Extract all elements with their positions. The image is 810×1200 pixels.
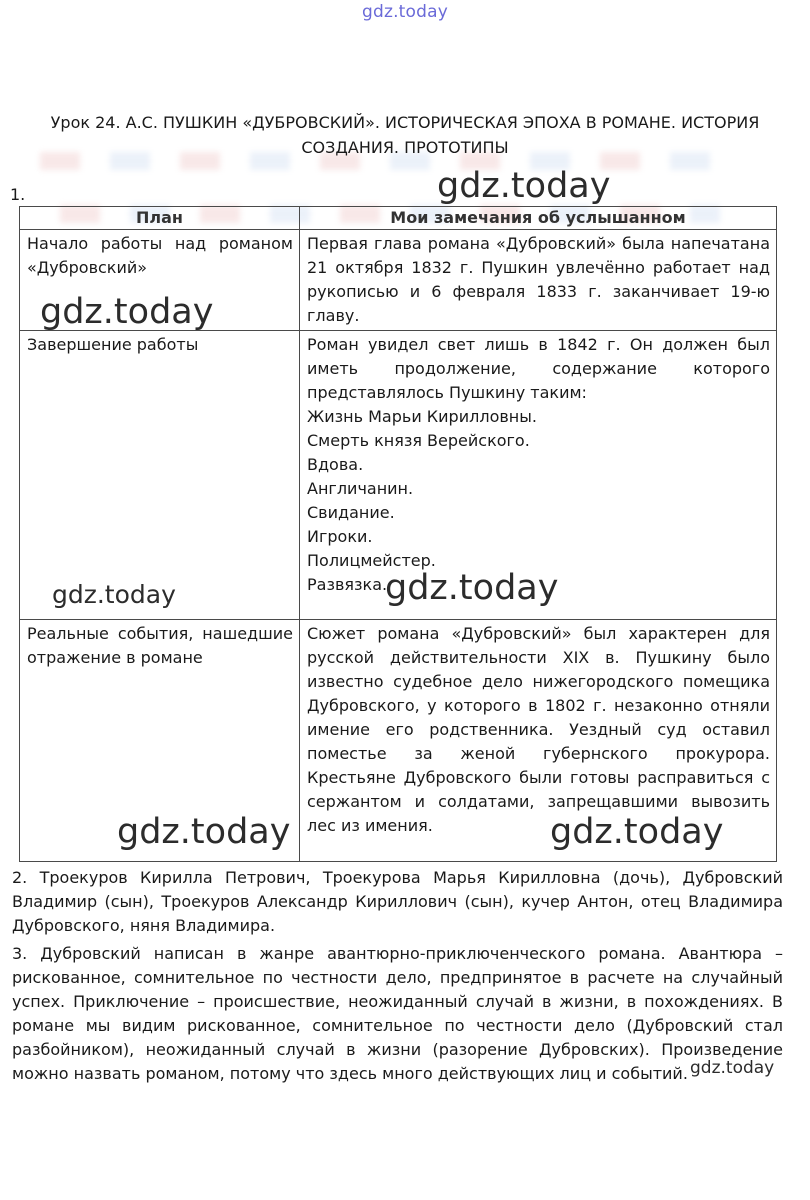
note-cell: Сюжет романа «Дубровский» был характерен для русской действительности XIX в. Пушкину было известно судебное дело нижегородского помещика Дубровского, у которого в 1802 г. незаконно отняли имение его родственника. Уездный суд оставил поместье за женой губернского прокурора. Крестьяне Дубровского были готовы расправиться с сержантом и солдатами, запрещавшими вывозить лес из имения. (300, 620, 777, 862)
watermark: gdz.today (52, 580, 176, 609)
table-row (20, 331, 777, 620)
plan-cell: Начало работы над романом «Дубровский» (20, 230, 300, 331)
plan-cell: Завершение работы (20, 331, 300, 620)
list-item: Англичанин. (307, 479, 414, 498)
watermark: gdz.today (117, 812, 291, 852)
table-row (20, 230, 777, 331)
answer-2: 2. Троекуров Кирилла Петрович, Троекурова Марья Кирилловна (дочь), Дубровский Владимир (сын), Троекуров Александр Кириллович (сын), кучер Антон, отец Владимира Дубровского, няня Владимира. (12, 868, 783, 935)
table-header-row (20, 207, 777, 230)
list-item: Смерть князя Верейского. (307, 431, 530, 450)
watermark: gdz.today (690, 1058, 775, 1078)
watermark-top: gdz.today (361, 2, 449, 22)
question-1-number: 1. (10, 185, 26, 204)
watermark: gdz.today (437, 166, 611, 206)
note-cell: Первая глава романа «Дубровский» была напечатана 21 октября 1832 г. Пушкин увлечённо работает над рукописью и 6 февраля 1833 г. заканчивает 19-ю главу. (300, 230, 777, 331)
list-item: Свидание. (307, 503, 395, 522)
answer-3: 3. Дубровский написан в жанре авантюрно-приключенческого романа. Авантюра – рискованное, сомнительное по честности дело, предпринятое в расчете на случайный успех. Приключение – происшествие, неожиданный случай в жизни, в похождениях. В романе мы видим рискованное, сомнительное по честности дело (Дубровский стал разбойником), неожиданный случай в жизни (разорение Дубровских). Произведение можно назвать романом, потому что здесь много действующих лиц и событий. (12, 944, 783, 1083)
watermark: gdz.today (385, 568, 559, 608)
page-title: Урок 24. А.С. ПУШКИН «ДУБРОВСКИЙ». ИСТОРИЧЕСКАЯ ЭПОХА В РОМАНЕ. ИСТОРИЯ СОЗДАНИЯ. ПРОТОТИПЫ (50, 113, 760, 157)
plan-table (19, 206, 777, 862)
header-plan: План (20, 207, 300, 230)
list-item: Развязка. (307, 575, 388, 594)
list-item: Игроки. (307, 527, 373, 546)
table-row (20, 620, 777, 862)
list-item: Полицмейстер. (307, 551, 436, 570)
header-notes: Мои замечания об услышанном (300, 207, 777, 230)
list-item: Вдова. (307, 455, 364, 474)
note-cell (300, 331, 777, 620)
watermark: gdz.today (550, 812, 724, 852)
watermark: gdz.today (40, 292, 214, 332)
note-text: Роман увидел свет лишь в 1842 г. Он должен был иметь продолжение, содержание которого представлялось Пушкину таким: (307, 335, 770, 402)
list-item: Жизнь Марьи Кирилловны. (307, 407, 537, 426)
plan-cell: Реальные события, нашедшие отражение в романе (20, 620, 300, 862)
